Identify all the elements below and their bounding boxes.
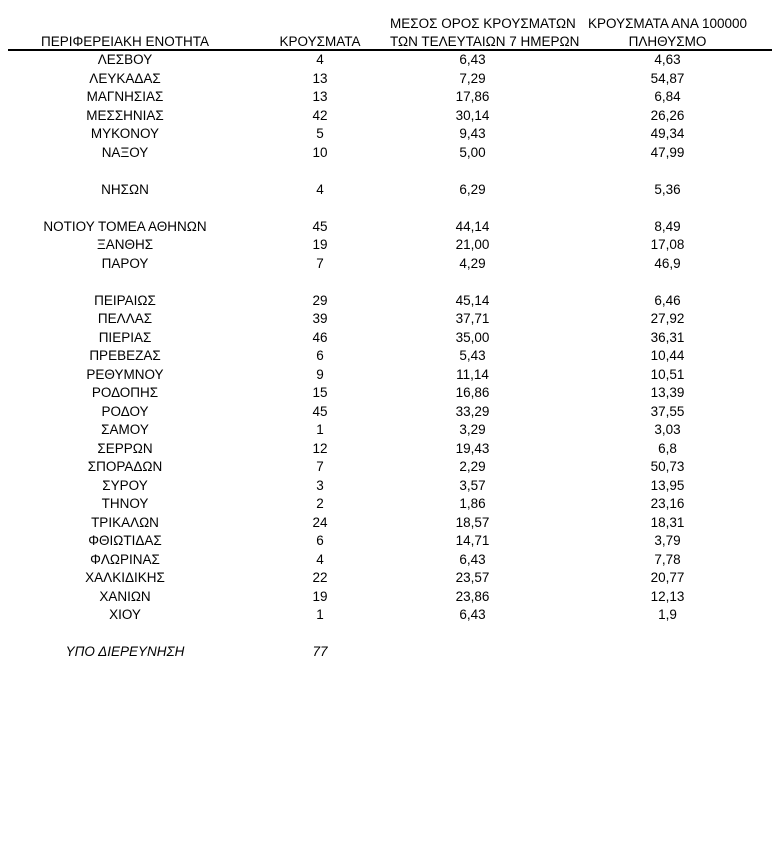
table-row-blank <box>0 162 779 181</box>
cell-cases-per-100k: 47,99 <box>650 144 685 160</box>
cell-region: ΣΕΡΡΩΝ <box>97 440 153 456</box>
header-7day-average <box>390 15 580 51</box>
cell-cases-per-100k: 10,44 <box>650 348 685 363</box>
cell-region: ΜΕΣΣΗΝΙΑΣ <box>86 107 164 123</box>
cell-7day-average: 2,29 <box>459 459 486 474</box>
cell-cases-per-100k: 20,77 <box>650 570 685 585</box>
cell-cases-per-100k: 37,55 <box>650 403 685 419</box>
cell-cases-per-100k: 6,46 <box>654 292 681 308</box>
cell-cases: 3 <box>316 477 324 493</box>
cell-cases: 7 <box>316 459 324 474</box>
cell-cases: 46 <box>312 329 328 345</box>
cell-cases-per-100k: 4,63 <box>654 52 681 67</box>
cell-cases-per-100k: 10,51 <box>650 366 685 382</box>
cell-region: ΦΛΩΡΙΝΑΣ <box>90 551 160 567</box>
cell-cases-per-100k: 18,31 <box>650 514 685 530</box>
header-7day-average-line2: ΤΩΝ ΤΕΛΕΥΤΑΙΩΝ 7 ΗΜΕΡΩΝ <box>390 34 580 49</box>
cell-cases: 2 <box>316 496 324 511</box>
cell-cases-per-100k: 6,8 <box>658 440 677 456</box>
cell-7day-average: 23,57 <box>455 570 490 585</box>
table-row <box>0 514 779 533</box>
cell-cases-per-100k: 3,79 <box>654 533 681 548</box>
table-row-blank <box>0 625 779 644</box>
cell-7day-average: 3,57 <box>459 477 486 493</box>
cell-7day-average: 19,43 <box>455 440 490 456</box>
cell-cases-per-100k: 46,9 <box>654 255 681 271</box>
cell-cases-per-100k: 3,03 <box>654 422 681 437</box>
cell-cases-per-100k: 50,73 <box>650 459 685 474</box>
cell-7day-average: 35,00 <box>455 329 490 345</box>
table-row <box>0 440 779 459</box>
cell-7day-average: 23,86 <box>455 588 490 604</box>
cell-cases-per-100k: 5,36 <box>654 181 681 197</box>
cell-cases: 10 <box>312 144 328 160</box>
cell-cases: 19 <box>312 237 328 252</box>
header-cases-per-100k <box>585 15 750 51</box>
cell-region: ΝΗΣΩΝ <box>101 181 149 197</box>
cell-cases-per-100k: 1,9 <box>658 607 677 622</box>
header-cases-label: ΚΡΟΥΣΜΑΤΑ <box>279 34 361 49</box>
cell-cases: 42 <box>312 107 328 123</box>
cell-cases: 12 <box>312 440 328 456</box>
cell-7day-average: 6,29 <box>459 181 486 197</box>
table-row <box>0 347 779 366</box>
cell-region: ΝΑΞΟΥ <box>101 144 149 160</box>
cell-7day-average: 18,57 <box>455 514 490 530</box>
table-row <box>0 70 779 89</box>
cell-7day-average: 21,00 <box>455 237 490 252</box>
table-row <box>0 458 779 477</box>
cell-region: ΡΟΔΟΠΗΣ <box>91 385 159 400</box>
table-row <box>0 181 779 200</box>
cell-7day-average: 45,14 <box>455 292 490 308</box>
cell-cases: 4 <box>316 52 324 67</box>
cell-region: ΧΙΟΥ <box>109 607 141 622</box>
cell-region: ΤΡΙΚΑΛΩΝ <box>91 514 159 530</box>
cell-7day-average: 4,29 <box>459 255 486 271</box>
table-row <box>0 255 779 274</box>
cell-cases-per-100k: 7,78 <box>654 551 681 567</box>
cell-region: ΠΕΙΡΑΙΩΣ <box>94 292 156 308</box>
cell-region: ΜΑΓΝΗΣΙΑΣ <box>86 89 164 104</box>
cell-cases-per-100k: 23,16 <box>650 496 685 511</box>
cell-cases: 1 <box>316 422 324 437</box>
table-row <box>0 51 779 70</box>
cell-region: ΧΑΝΙΩΝ <box>99 588 151 604</box>
cell-7day-average: 1,86 <box>459 496 486 511</box>
cell-cases-per-100k: 27,92 <box>650 311 685 326</box>
cell-region: ΤΗΝΟΥ <box>101 496 149 511</box>
cell-region: ΧΑΛΚΙΔΙΚΗΣ <box>85 570 165 585</box>
cell-cases-per-100k: 17,08 <box>650 237 685 252</box>
cell-cases: 13 <box>312 70 328 86</box>
cell-region: ΡΟΔΟΥ <box>101 403 149 419</box>
cell-cases-per-100k: 12,13 <box>650 588 685 604</box>
table-row <box>0 366 779 385</box>
table-row <box>0 588 779 607</box>
table-row <box>0 310 779 329</box>
cell-7day-average: 37,71 <box>455 311 490 326</box>
cell-region: ΞΑΝΘΗΣ <box>96 237 154 252</box>
cell-cases: 13 <box>312 89 328 104</box>
cell-region: ΜΥΚΟΝΟΥ <box>90 126 160 141</box>
cell-7day-average: 3,29 <box>459 422 486 437</box>
cell-7day-average: 44,14 <box>455 218 490 234</box>
cell-region: ΣΥΡΟΥ <box>102 477 148 493</box>
cell-region: ΠΕΛΛΑΣ <box>97 311 153 326</box>
cell-7day-average: 7,29 <box>459 70 486 86</box>
cell-cases: 39 <box>312 311 328 326</box>
table-row <box>0 292 779 311</box>
table-row-blank <box>0 199 779 218</box>
cell-cases: 7 <box>316 255 324 271</box>
cell-region: ΥΠΟ ΔΙΕΡΕΥΝΗΣΗ <box>65 644 185 659</box>
cell-region: ΣΑΜΟΥ <box>101 422 149 437</box>
cell-cases: 22 <box>312 570 328 585</box>
header-cases-per-100k-line2: ΠΛΗΘΥΣΜΟ <box>628 34 707 49</box>
cell-7day-average: 6,43 <box>459 607 486 622</box>
cell-7day-average: 6,43 <box>459 52 486 67</box>
table-row <box>0 329 779 348</box>
cell-cases-per-100k: 6,84 <box>654 89 681 104</box>
cell-cases: 19 <box>312 588 328 604</box>
cell-cases: 24 <box>312 514 328 530</box>
table-row <box>0 643 779 662</box>
cell-cases: 6 <box>316 348 324 363</box>
table-row <box>0 477 779 496</box>
cell-cases-per-100k: 49,34 <box>650 126 685 141</box>
cell-cases: 15 <box>312 385 328 400</box>
table-row <box>0 495 779 514</box>
table-row <box>0 125 779 144</box>
header-cases-per-100k-line1: ΚΡΟΥΣΜΑΤΑ ΑΝΑ 100000 <box>588 16 747 31</box>
table-row <box>0 421 779 440</box>
cell-cases: 4 <box>316 551 324 567</box>
header-region-label: ΠΕΡΙΦΕΡΕΙΑΚΗ ΕΝΟΤΗΤΑ <box>40 34 210 49</box>
cell-7day-average: 33,29 <box>455 403 490 419</box>
cell-7day-average: 16,86 <box>455 385 490 400</box>
cell-cases-per-100k: 54,87 <box>650 70 685 86</box>
cell-cases: 77 <box>312 644 328 659</box>
cell-region: ΠΙΕΡΙΑΣ <box>98 329 152 345</box>
cell-cases-per-100k: 13,95 <box>650 477 685 493</box>
cell-region: ΝΟΤΙΟΥ ΤΟΜΕΑ ΑΘΗΝΩΝ <box>43 218 207 234</box>
cell-region: ΛΕΣΒΟΥ <box>97 52 153 67</box>
table-row <box>0 403 779 422</box>
cell-cases: 1 <box>316 607 324 622</box>
cell-7day-average: 17,86 <box>455 89 490 104</box>
cell-cases: 6 <box>316 533 324 548</box>
cell-region: ΦΘΙΩΤΙΔΑΣ <box>88 533 162 548</box>
cell-cases: 45 <box>312 403 328 419</box>
cell-7day-average: 14,71 <box>455 533 490 548</box>
cell-cases-per-100k: 36,31 <box>650 329 685 345</box>
table-row <box>0 532 779 551</box>
table-row <box>0 88 779 107</box>
cell-cases: 9 <box>316 366 324 382</box>
header-7day-average-line1: ΜΕΣΟΣ ΟΡΟΣ ΚΡΟΥΣΜΑΤΩΝ <box>390 16 576 31</box>
cell-cases: 45 <box>312 218 328 234</box>
table-row <box>0 236 779 255</box>
table-row <box>0 384 779 403</box>
cell-7day-average: 5,43 <box>459 348 486 363</box>
cell-cases: 4 <box>316 181 324 197</box>
cell-region: ΡΕΘΥΜΝΟΥ <box>86 366 164 382</box>
cell-7day-average: 5,00 <box>459 144 486 160</box>
cell-cases-per-100k: 8,49 <box>654 218 681 234</box>
cell-7day-average: 11,14 <box>456 366 489 382</box>
cell-cases-per-100k: 13,39 <box>650 385 685 400</box>
cell-cases-per-100k: 26,26 <box>650 107 685 123</box>
cell-region: ΛΕΥΚΑΔΑΣ <box>89 70 161 86</box>
cell-7day-average: 9,43 <box>459 126 486 141</box>
cell-7day-average: 30,14 <box>455 107 490 123</box>
cell-cases: 5 <box>316 126 324 141</box>
table-row <box>0 551 779 570</box>
table-row <box>0 107 779 126</box>
cell-region: ΠΡΕΒΕΖΑΣ <box>89 348 161 363</box>
table-row <box>0 144 779 163</box>
cell-cases: 29 <box>312 292 328 308</box>
table-row <box>0 606 779 625</box>
cell-region: ΠΑΡΟΥ <box>101 255 149 271</box>
table-row-blank <box>0 273 779 292</box>
table-row <box>0 218 779 237</box>
cell-region: ΣΠΟΡΑΔΩΝ <box>87 459 163 474</box>
table-row <box>0 569 779 588</box>
cell-7day-average: 6,43 <box>459 551 486 567</box>
